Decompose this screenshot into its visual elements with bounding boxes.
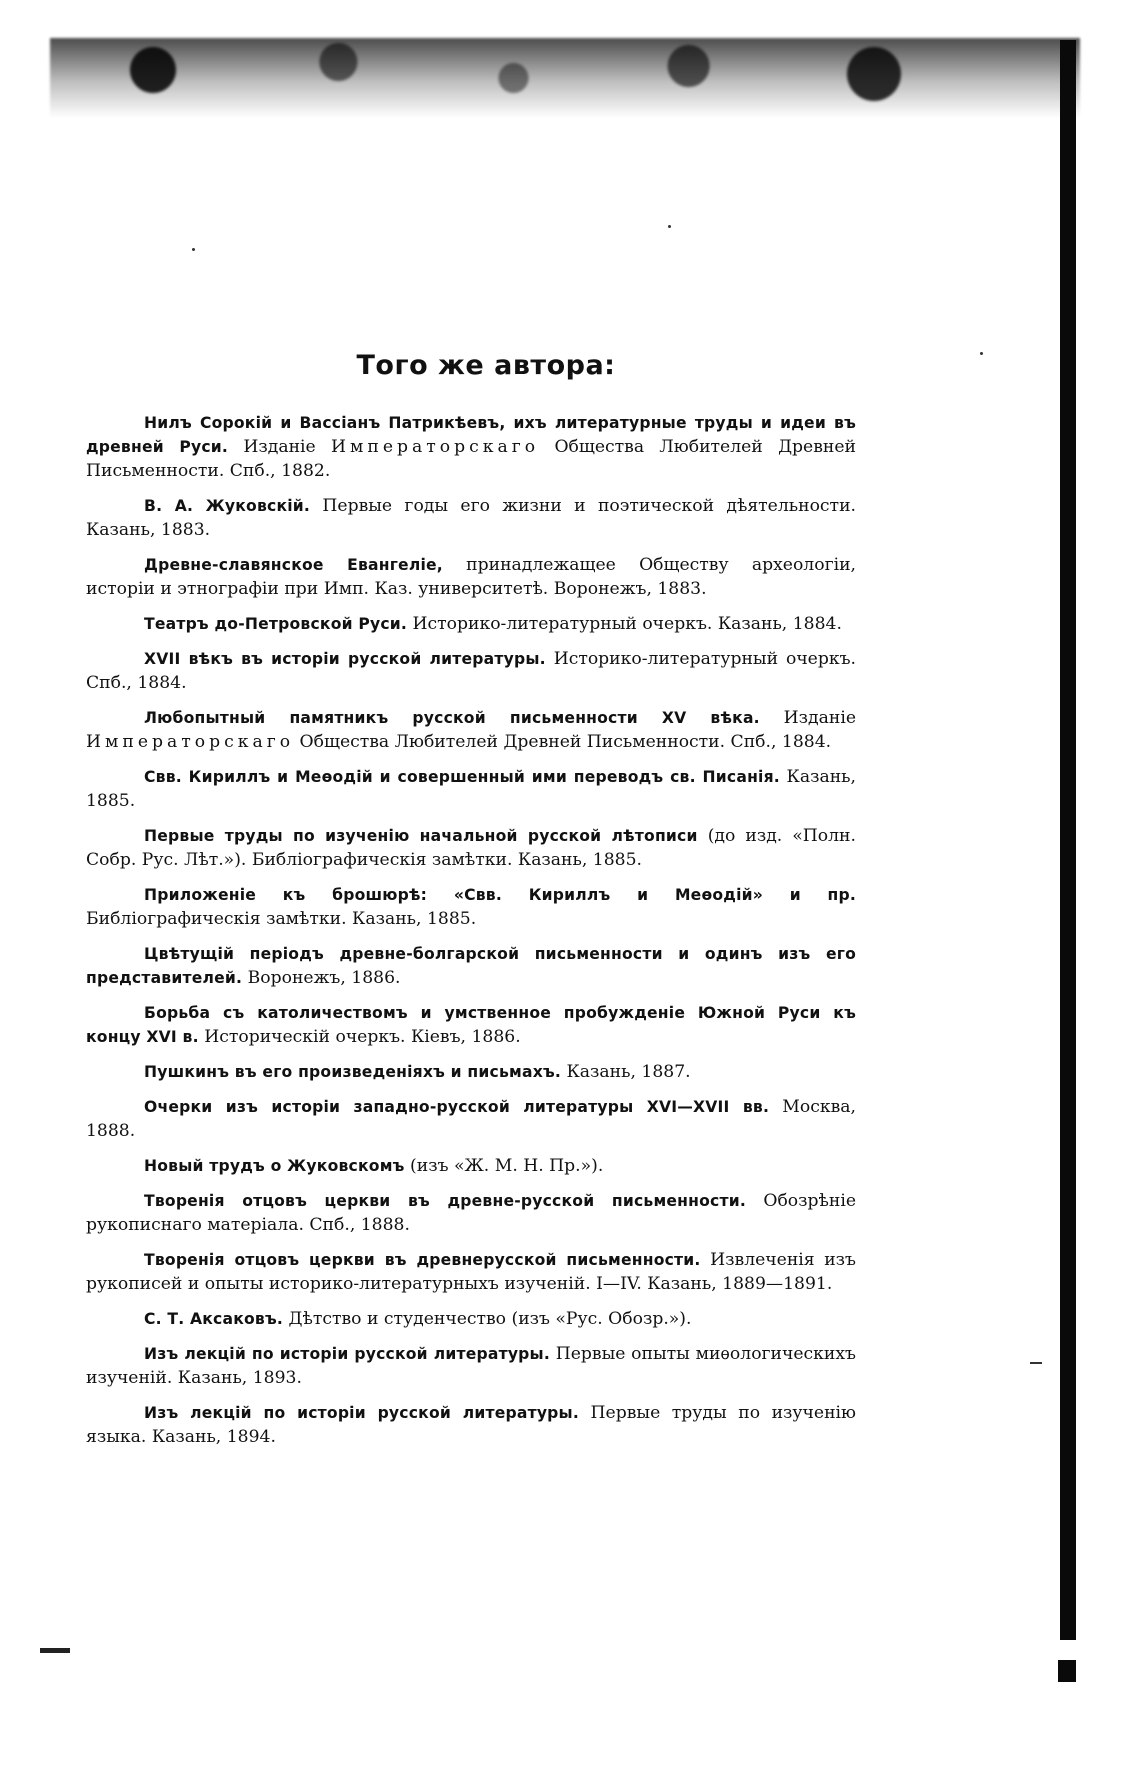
- entry-title: Творенія отцовъ церкви въ древнерусской письменности.: [144, 1251, 701, 1269]
- entry-title: Любопытный памятникъ русской письменности XV вѣка.: [144, 709, 760, 727]
- scan-speck: [668, 225, 671, 228]
- scan-shadow-top: [50, 38, 1080, 118]
- entry-title: Борьба съ католичествомъ и умственное пробужденіе Южной Руси къ концу XVI в.: [86, 1004, 856, 1046]
- list-item: Творенія отцовъ церкви въ древне-русской письменности. Обозрѣніе рукописнаго матеріала. Спб., 1888.: [86, 1191, 857, 1235]
- scan-speck: [192, 248, 195, 251]
- scan-speck: [1030, 1362, 1042, 1364]
- list-item: С. Т. Аксаковъ. Дѣтство и студенчество (изъ «Рус. Обозр.»).: [144, 1309, 692, 1329]
- list-item: Театръ до-Петровской Руси. Историко-литературный очеркъ. Казань, 1884.: [144, 614, 842, 634]
- bibliography-list: [86, 411, 856, 1449]
- list-item: Цвѣтущій періодъ древне-болгарской письменности и одинъ изъ его представителей. Воронежъ, 1886.: [86, 945, 856, 988]
- entry-title: В. А. Жуковскій.: [144, 497, 311, 515]
- list-item: Изъ лекцій по исторіи русской литературы. Первые труды по изученію языка. Казань, 1894.: [86, 1403, 856, 1447]
- scan-speck: [980, 352, 983, 355]
- scan-shadow-bottom: [1058, 1660, 1076, 1682]
- list-item: Нилъ Сорокій и Вассіанъ Патрикѣевъ, ихъ литературные труды и идеи въ древней Руси. Изданіе Императорскаго Общества Любителей Древней Письменности. Спб., 1882.: [86, 414, 856, 481]
- list-item: Новый трудъ о Жуковскомъ (изъ «Ж. М. Н. Пр.»).: [144, 1156, 604, 1176]
- entry-title: Пушкинъ въ его произведеніяхъ и письмахъ.: [144, 1063, 562, 1081]
- scan-shadow-right: [1060, 40, 1076, 1650]
- entry-title: Театръ до-Петровской Руси.: [144, 615, 408, 633]
- scan-mark: [40, 1648, 70, 1653]
- list-item: Очерки изъ исторіи западно-русской литературы XVI—XVII вв. Москва, 1888.: [86, 1097, 856, 1141]
- list-item: Приложеніе къ брошюрѣ: «Свв. Кириллъ и Меѳодій» и пр. Библіографическія замѣтки. Казань, 1885.: [86, 886, 856, 929]
- entry-title: Приложеніе къ брошюрѣ: «Свв. Кириллъ и Меѳодій» и пр.: [144, 886, 856, 904]
- page-title: Того же автора:: [356, 350, 616, 381]
- list-item: Борьба съ католичествомъ и умственное пробужденіе Южной Руси къ концу XVI в. Историческій очеркъ. Кіевъ, 1886.: [86, 1004, 856, 1047]
- list-item: В. А. Жуковскій. Первые годы его жизни и поэтической дѣятельности. Казань, 1883.: [86, 496, 856, 540]
- entry-title: С. Т. Аксаковъ.: [144, 1310, 284, 1328]
- list-item: Творенія отцовъ церкви въ древнерусской письменности. Извлеченія изъ рукописей и опыты историко-литературныхъ изученій. I—IV. Казань, 1889—1891.: [86, 1250, 856, 1294]
- entry-title: Новый трудъ о Жуковскомъ: [144, 1157, 405, 1175]
- list-item: Пушкинъ въ его произведеніяхъ и письмахъ. Казань, 1887.: [144, 1062, 691, 1082]
- list-item: XVII вѣкъ въ исторіи русской литературы. Историко-литературный очеркъ. Спб., 1884.: [86, 649, 856, 693]
- entry-title: Цвѣтущій періодъ древне-болгарской письменности и одинъ изъ его представителей.: [86, 945, 856, 987]
- list-item: Изъ лекцій по исторіи русской литературы. Первые опыты миѳологическихъ изученій. Казань, 1893.: [86, 1344, 856, 1388]
- entry-title: Первые труды по изученію начальной русской лѣтописи: [144, 827, 698, 845]
- list-item: Первые труды по изученію начальной русской лѣтописи (до изд. «Полн. Собр. Рус. Лѣт.»). Библіографическія замѣтки. Казань, 1885.: [86, 826, 856, 870]
- list-item: Любопытный памятникъ русской письменности XV вѣка. Изданіе Императорскаго Общества Любителей Древней Письменности. Спб., 1884.: [86, 708, 856, 752]
- entry-title: Изъ лекцій по исторіи русской литературы.: [144, 1345, 550, 1363]
- entry-title: Очерки изъ исторіи западно-русской литературы XVI—XVII вв.: [144, 1098, 770, 1116]
- document-page: [86, 350, 856, 1460]
- list-item: Древне-славянское Евангеліе, принадлежащее Обществу археологіи, исторіи и этнографіи при Имп. Каз. университетѣ. Воронежъ, 1883.: [86, 555, 856, 599]
- entry-title: Древне-славянское Евангеліе,: [144, 556, 443, 574]
- list-item: Свв. Кириллъ и Меѳодій и совершенный ими переводъ св. Писанія. Казань, 1885.: [86, 767, 856, 811]
- entry-title: Свв. Кириллъ и Меѳодій и совершенный ими переводъ св. Писанія.: [144, 768, 780, 786]
- entry-title: Нилъ Сорокій и Вассіанъ Патрикѣевъ, ихъ литературные труды и идеи въ древней Руси.: [86, 414, 856, 456]
- entry-title: XVII вѣкъ въ исторіи русской литературы.: [144, 650, 546, 668]
- entry-title: Творенія отцовъ церкви въ древне-русской письменности.: [144, 1192, 746, 1210]
- entry-title: Изъ лекцій по исторіи русской литературы.: [144, 1404, 579, 1422]
